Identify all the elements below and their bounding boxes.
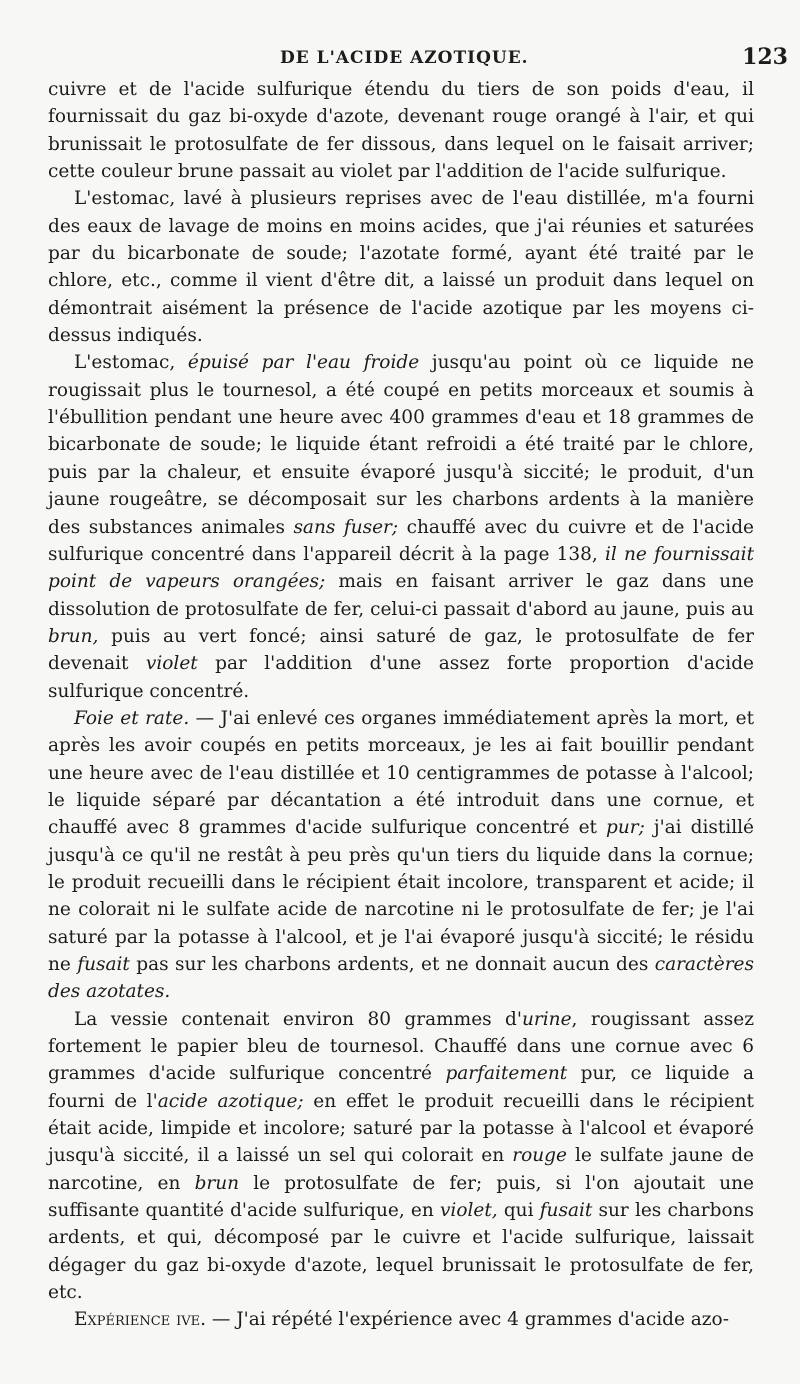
italic-text: pur; — [605, 817, 645, 839]
text-segment: sur les charbons ardents, et qui, décomposé par le cuivre et l'acide sulfurique, laissait dégager du gaz bi-oxyde d'azote, lequel brunissait le protosulfate de fer, etc. — [48, 1200, 755, 1304]
paragraph — [48, 1306, 754, 1333]
text-segment: , rougissant assez fortement le papier bleu de tournesol. Chauffé dans une cornue avec 6 grammes d'acide sulfurique concentré — [48, 1008, 754, 1085]
text-segment: le protosulfate de fer; puis, si l'on ajoutait une suffisante quantité d'acide sulfurique, en — [48, 1172, 754, 1222]
italic-text: brun, — [48, 625, 99, 647]
text-segment: jusqu'au point où ce liquide ne rougissait plus le tournesol, a été coupé en petits morceaux et soumis à l'ébullition pendant une heure avec 400 grammes d'eau et 18 grammes de bicarbonate de soude; le liquide étant refroidi a été traité par le chlore, puis par la chaleur, et ensuite évaporé jusqu'à siccité; le produit, d'un jaune rougeâtre, se décomposait sur les charbons ardents à la manière des substances animales — [48, 352, 754, 538]
text-segment: en effet le produit recueilli dans le récipient était acide, limpide et incolore; saturé par la potasse à l'alcool et évaporé jusqu'à siccité, il a laissé un sel qui colorait en — [48, 1090, 754, 1167]
text-segment: j'ai distillé jusqu'à ce qu'il ne restât à peu près qu'un tiers du liquide dans la cornue; le produit recueilli dans le récipient était incolore, transparent et acide; il ne colorait ni le sulfate acide de narcotine ni le protosulfate de fer; je l'ai saturé par la potasse à l'alcool, et je l'ai évaporé jusqu'à siccité; le résidu ne — [48, 817, 754, 975]
italic-text: sans fuser; — [293, 516, 399, 538]
text-segment: La vessie contenait environ 80 grammes d' — [74, 1008, 522, 1030]
italic-text: fusait — [77, 954, 130, 975]
italic-text: caractères des azotates. — [48, 954, 754, 1003]
italic-text: violet — [145, 653, 198, 675]
italic-text: rouge — [512, 1145, 567, 1167]
text-segment: pas sur les charbons ardents, et ne donnait aucun des — [129, 954, 655, 975]
italic-text: épuisé par l'eau froide — [187, 352, 420, 374]
text-segment: mais en faisant arriver le gaz dans une dissolution de protosulfate de fer, celui-ci passait d'abord au jaune, puis au — [48, 571, 754, 620]
paragraph — [48, 76, 754, 185]
text-segment: L'estomac, lavé à plusieurs reprises avec de l'eau distillée, m'a fourni des eaux de lavage de moins en moins acides, que j'ai réunies et saturées par du bicarbonate de soude; l'azotate formé, ayant été traité par le chlore, etc., comme il vient d'être dit, a laissé un produit dans lequel on démontrait aisément la présence de l'acide azotique par les moyens ci-dessus indiqués. — [48, 188, 754, 347]
paragraph — [48, 185, 754, 349]
italic-text: brun — [194, 1172, 240, 1194]
italic-text: acide azotique; — [157, 1090, 304, 1112]
text-segment: puis au vert foncé; ainsi saturé de gaz, le protosulfate de fer devenait — [48, 625, 754, 675]
italic-text: il ne fournissait point de vapeurs orangées; — [48, 543, 755, 593]
italic-text: Foie et rate. — [74, 707, 190, 729]
italic-text: parfaitement — [445, 1063, 568, 1085]
text-segment: chauffé avec du cuivre et de l'acide sulfurique concentré dans l'appareil décrit à la page 138, — [48, 516, 755, 565]
italic-text: urine — [521, 1008, 572, 1030]
paragraph — [48, 349, 754, 704]
text-segment: qui — [497, 1200, 540, 1222]
text-segment: L'estomac, — [74, 352, 188, 374]
text-segment: Expérience ive. — [74, 1309, 206, 1331]
text-segment: cuivre et de l'acide sulfurique étendu du tiers de son poids d'eau, il fournissait du gaz bi-oxyde d'azote, devenant rouge orangé à l'air, et qui brunissait le protosulfate de fer dissous, dans lequel on le faisait arriver; cette couleur brune passait au violet par l'addition de l'acide sulfurique. — [48, 79, 754, 183]
page-number: 123 — [742, 44, 788, 70]
text-segment: le sulfate jaune de narcotine, en — [48, 1145, 754, 1194]
running-title: DE L'ACIDE AZOTIQUE. — [280, 48, 529, 68]
italic-text: fusait — [539, 1200, 593, 1222]
italic-text: violet, — [439, 1200, 498, 1222]
text-segment: par l'addition d'une assez forte proportion d'acide sulfurique concentré. — [48, 653, 754, 702]
text-segment: — J'ai enlevé ces organes immédiatement après la mort, et après les avoir coupés en petits morceaux, je les ai fait bouillir pendant une heure avec de l'eau distillée et 10 centigrammes de potasse à l'alcool; le liquide séparé par décantation a été introduit dans une cornue, et chauffé avec 8 grammes d'acide sulfurique concentré et — [48, 707, 755, 839]
body-text — [48, 76, 754, 1334]
text-segment: pur, ce liquide a fourni de l' — [48, 1063, 754, 1112]
text-segment: — J'ai répété l'expérience avec 4 grammes d'acide azo- — [206, 1309, 729, 1331]
page-header — [0, 44, 800, 74]
paragraph — [48, 705, 754, 1006]
paragraph — [48, 1006, 754, 1307]
